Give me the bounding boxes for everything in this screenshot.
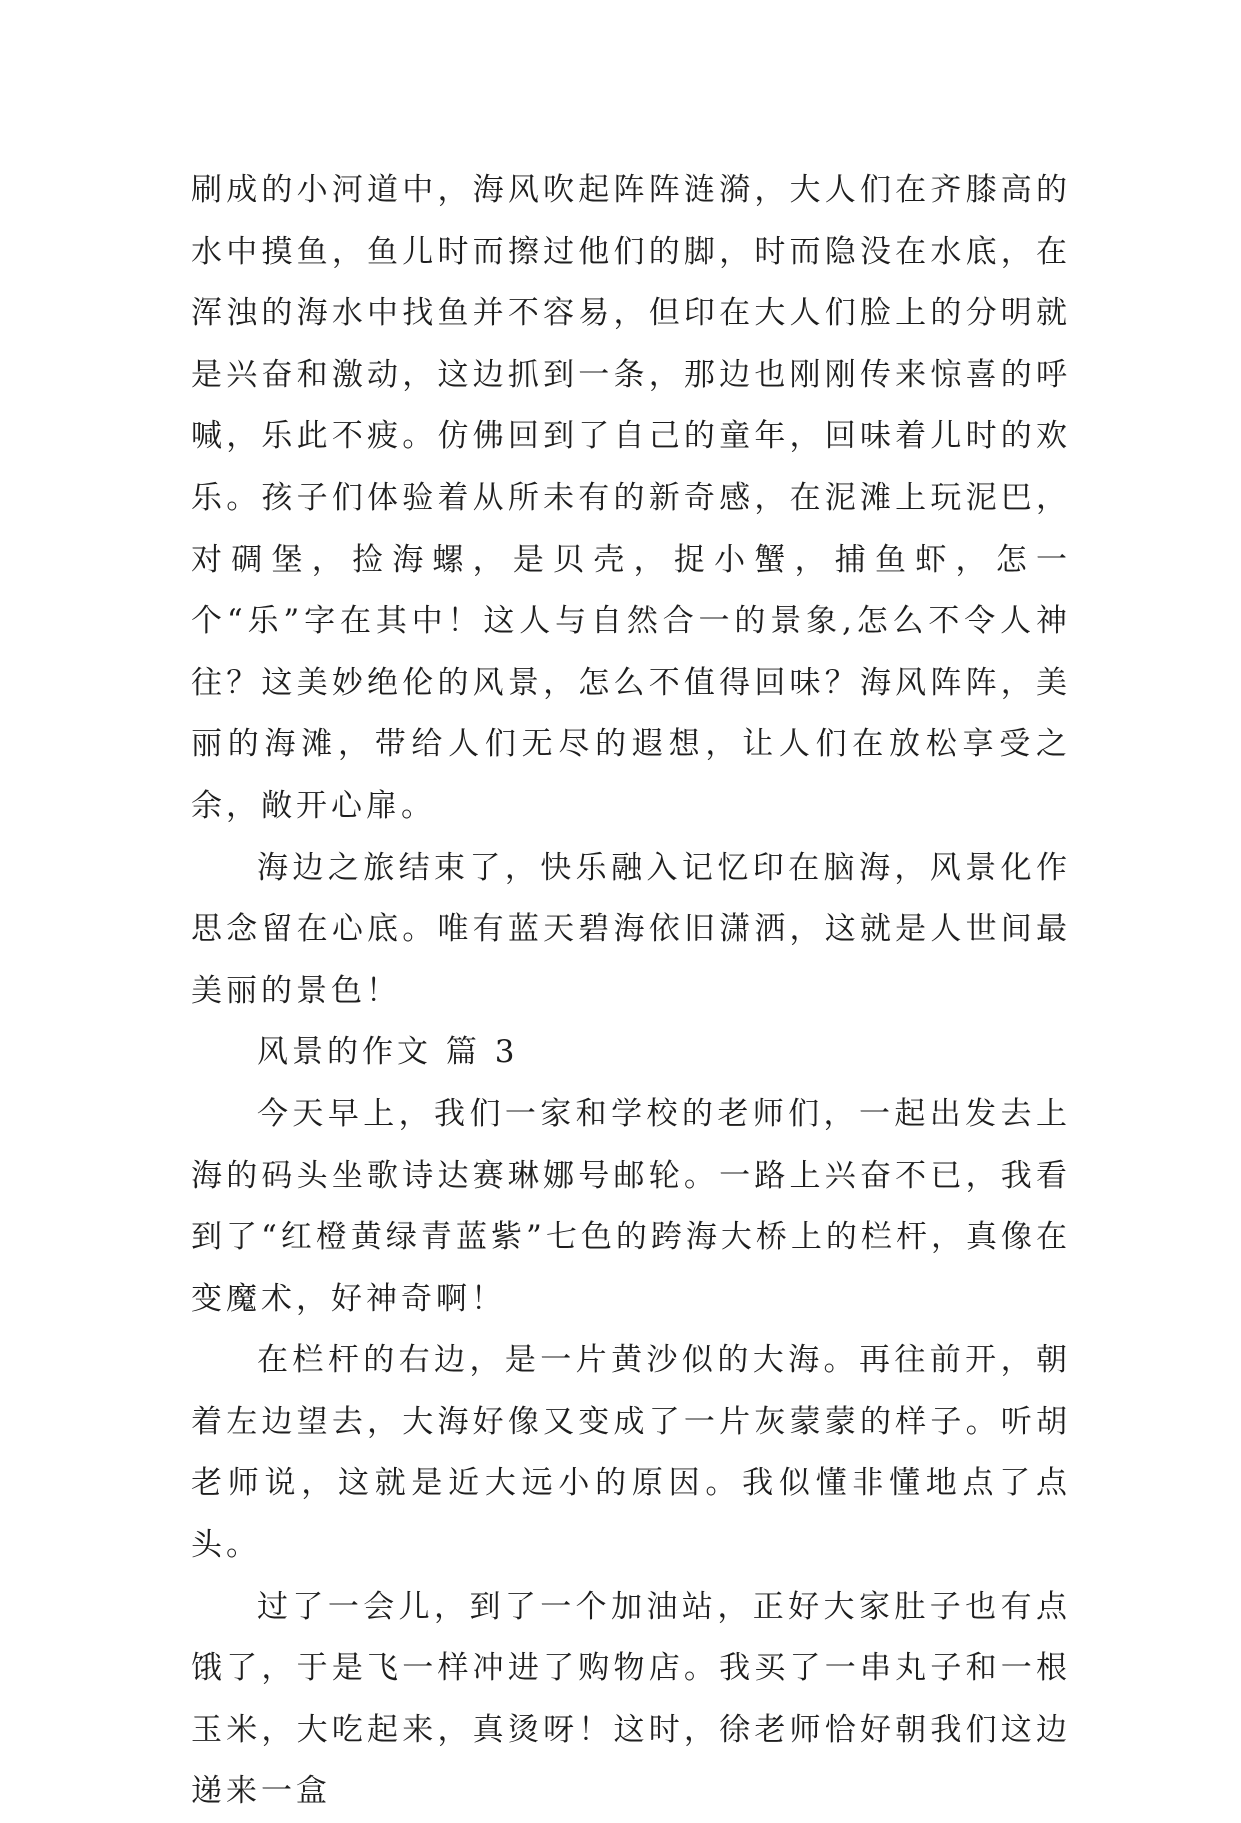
section-heading: 风景的作文 篇 3	[257, 1034, 519, 1071]
document-body	[191, 160, 1071, 1823]
paragraph-continued: 刷成的小河道中，海风吹起阵阵涟漪，大人们在齐膝高的水中摸鱼，鱼儿时而擦过他们的脚，时而隐没在水底，在浑浊的海水中找鱼并不容易，但印在大人们脸上的分明就是兴奋和激动，这边抓到一条，那边也刚刚传来惊喜的呼喊，乐此不疲。仿佛回到了自己的童年，回味着儿时的欢乐。孩子们体验着从所未有的新奇感，在泥滩上玩泥巴，对碉堡，捡海螺，是贝壳，捉小蟹，捕鱼虾，怎一个“乐”字在其中！这人与自然合一的景象,怎么不令人神往？这美妙绝伦的风景，怎么不值得回味？海风阵阵，美丽的海滩，带给人们无尽的遐想，让人们在放松享受之余，敞开心扉。	[191, 172, 1071, 824]
paragraph-sea-view: 在栏杆的右边，是一片黄沙似的大海。再往前开，朝着左边望去，大海好像又变成了一片灰蒙蒙的样子。听胡老师说，这就是近大远小的原因。我似懂非懂地点了点头。	[191, 1342, 1071, 1564]
paragraph-trip-end: 海边之旅结束了，快乐融入记忆印在脑海，风景化作思念留在心底。唯有蓝天碧海依旧潇洒，这就是人世间最美丽的景色！	[191, 849, 1071, 1009]
paragraph-morning-departure: 今天早上，我们一家和学校的老师们，一起出发去上海的码头坐歌诗达赛琳娜号邮轮。一路上兴奋不已，我看到了“红橙黄绿青蓝紫”七色的跨海大桥上的栏杆，真像在变魔术，好神奇啊！	[191, 1095, 1071, 1317]
paragraph-gas-station: 过了一会儿，到了一个加油站，正好大家肚子也有点饿了，于是飞一样冲进了购物店。我买了一串丸子和一根玉米，大吃起来，真烫呀！这时，徐老师恰好朝我们这边递来一盒	[191, 1588, 1071, 1810]
